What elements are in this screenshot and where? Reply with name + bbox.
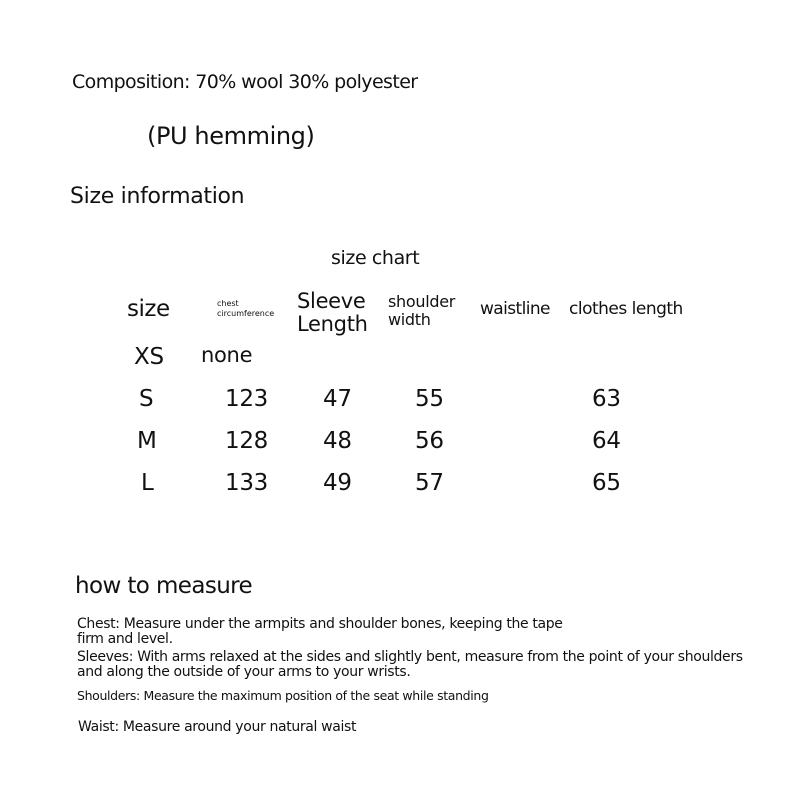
measure-chest-line1: Chest: Measure under the armpits and shoulder bones, keeping the tape <box>77 616 563 632</box>
header-chest-line1: chest <box>217 299 239 308</box>
measure-sleeves <box>77 650 777 680</box>
cell-chest: 123 <box>225 386 268 412</box>
cell-length: 63 <box>592 386 621 412</box>
measure-sleeves-line1: Sleeves: With arms relaxed at the sides and slightly bent, measure from the point of your shoulders <box>77 649 743 665</box>
size-information-heading: Size information <box>70 184 245 209</box>
measure-shoulders: Shoulders: Measure the maximum position of the seat while standing <box>77 688 489 703</box>
header-clothes-length: clothes length <box>569 299 683 319</box>
cell-sleeve: 47 <box>323 386 352 412</box>
cell-shoulder: 56 <box>415 428 444 454</box>
cell-size: L <box>141 470 154 496</box>
header-waistline: waistline <box>480 299 550 319</box>
cell-sleeve: 48 <box>323 428 352 454</box>
cell-chest: 133 <box>225 470 268 496</box>
cell-sleeve: 49 <box>323 470 352 496</box>
header-size: size <box>127 296 170 322</box>
measure-chest <box>77 617 757 647</box>
header-shoulder-line2: width <box>388 310 431 329</box>
measure-sleeves-line2: and along the outside of your arms to your wrists. <box>77 664 411 680</box>
cell-length: 65 <box>592 470 621 496</box>
cell-chest: none <box>201 343 253 367</box>
cell-shoulder: 57 <box>415 470 444 496</box>
header-chest-circumference <box>217 299 297 319</box>
header-sleeve-length <box>297 290 368 336</box>
size-chart-title: size chart <box>331 247 420 269</box>
cell-length: 64 <box>592 428 621 454</box>
header-sleeve-line1: Sleeve <box>297 289 366 313</box>
cell-size: M <box>137 428 157 454</box>
cell-size: XS <box>134 344 164 370</box>
hemming-text: (PU hemming) <box>147 122 315 150</box>
measure-chest-line2: firm and level. <box>77 631 173 647</box>
cell-size: S <box>139 386 154 412</box>
header-shoulder-width <box>388 293 455 329</box>
composition-text: Composition: 70% wool 30% polyester <box>72 71 418 93</box>
header-sleeve-line2: Length <box>297 312 368 336</box>
how-to-measure-heading: how to measure <box>75 573 253 599</box>
header-chest-line2: circumference <box>217 309 275 318</box>
header-shoulder-line1: shoulder <box>388 292 456 311</box>
cell-shoulder: 55 <box>415 386 444 412</box>
cell-chest: 128 <box>225 428 268 454</box>
measure-waist: Waist: Measure around your natural waist <box>78 719 357 735</box>
